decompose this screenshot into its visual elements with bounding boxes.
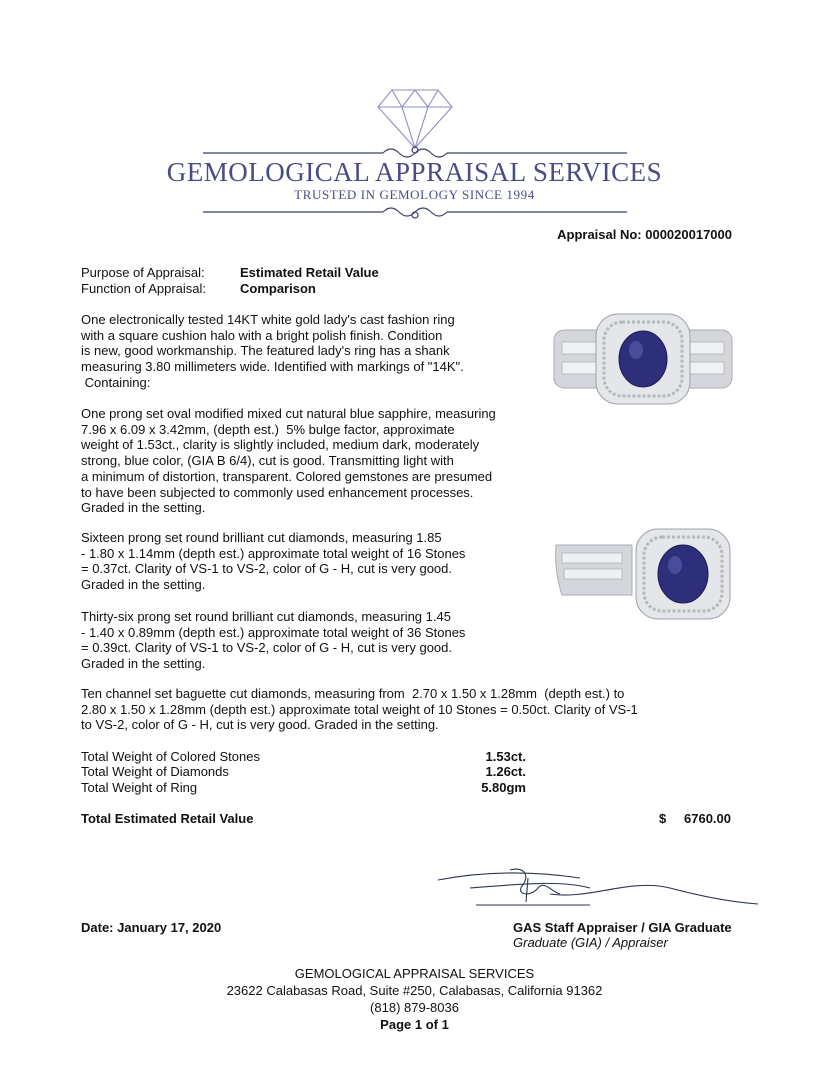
- diamonds36-line: Graded in the setting.: [81, 656, 206, 672]
- currency-symbol: $: [659, 811, 667, 826]
- baguette-line: Ten channel set baguette cut diamonds, measuring from 2.70 x 1.50 x 1.28mm (depth est.) to: [81, 686, 625, 701]
- company-tagline: TRUSTED IN GEMOLOGY SINCE 1994: [294, 187, 535, 202]
- total-ring-value: 5.80gm: [481, 780, 526, 795]
- total-ring-label: Total Weight of Ring: [81, 780, 198, 795]
- appraisal-number: Appraisal No: 000020017000: [557, 227, 732, 242]
- function-label: Function of Appraisal:: [81, 281, 207, 296]
- diamond-icon: [378, 90, 452, 148]
- ring-line: with a square cushion halo with a bright polish finish. Condition: [81, 327, 443, 343]
- diamonds36-line: = 0.39ct. Clarity of VS-1 to VS-2, color of G - H, cut is very good.: [81, 640, 453, 656]
- retail-value: 6760.00: [684, 811, 731, 826]
- page-number: Page 1 of 1: [380, 1017, 449, 1032]
- sapphire-line: One prong set oval modified mixed cut natural blue sapphire, measuring: [81, 406, 496, 421]
- total-colored-label: Total Weight of Colored Stones: [81, 749, 260, 764]
- sapphire-line: strong, blue color, (GIA B 6/4), cut is good. Transmitting light with: [81, 453, 454, 469]
- sapphire-line: 7.96 x 6.09 x 3.42mm, (depth est.) 5% bulge factor, approximate: [81, 421, 455, 437]
- total-diamonds-label: Total Weight of Diamonds: [81, 764, 229, 779]
- divider-ornament-bottom: [203, 208, 627, 218]
- baguette-line: to VS-2, color of G - H, cut is very good. Graded in the setting.: [81, 717, 439, 733]
- sapphire-line: Graded in the setting.: [81, 500, 206, 516]
- diamonds16-line: Graded in the setting.: [81, 577, 206, 593]
- appraisal-date: Date: January 17, 2020: [81, 920, 222, 935]
- diamonds16-description: [81, 530, 521, 593]
- appraiser-subtitle: Graduate (GIA) / Appraiser: [513, 935, 668, 950]
- diamonds16-line: - 1.80 x 1.14mm (depth est.) approximate total weight of 16 Stones: [81, 545, 466, 561]
- total-colored-value: 1.53ct.: [485, 749, 526, 764]
- diamonds36-line: - 1.40 x 0.89mm (depth est.) approximate total weight of 36 Stones: [81, 624, 466, 640]
- total-diamonds-value: 1.26ct.: [485, 764, 526, 779]
- purpose-value: Estimated Retail Value: [240, 265, 379, 280]
- ring-photo-angled: [552, 525, 734, 623]
- function-value: Comparison: [240, 281, 316, 296]
- company-name: GEMOLOGICAL APPRAISAL SERVICES: [166, 157, 663, 187]
- ring-line: One electronically tested 14KT white gold lady's cast fashion ring: [81, 312, 455, 327]
- sapphire-line: a minimum of distortion, transparent. Colored gemstones are presumed: [81, 468, 493, 484]
- ring-line: is new, good workmanship. The featured lady's ring has a shank: [81, 343, 450, 359]
- footer-company: GEMOLOGICAL APPRAISAL SERVICES: [294, 966, 535, 981]
- footer-phone: (818) 879-8036: [370, 1000, 459, 1015]
- ring-line: measuring 3.80 millimeters wide. Identified with markings of "14K".: [81, 359, 464, 375]
- diamonds36-description: [81, 609, 521, 672]
- sapphire-line: weight of 1.53ct., clarity is slightly included, medium dark, moderately: [81, 437, 480, 453]
- ring-photo-top: [552, 312, 734, 406]
- ring-description: [81, 312, 521, 391]
- ring-line: Containing:: [81, 374, 151, 390]
- sapphire-description: [81, 406, 521, 516]
- diamonds16-line: = 0.37ct. Clarity of VS-1 to VS-2, color of G - H, cut is very good.: [81, 561, 453, 577]
- baguette-description: [81, 686, 701, 733]
- footer-address: 23622 Calabasas Road, Suite #250, Calabasas, California 91362: [226, 983, 603, 998]
- baguette-line: 2.80 x 1.50 x 1.28mm (depth est.) approximate total weight of 10 Stones = 0.50ct. Clarity of VS-1: [81, 701, 638, 717]
- retail-value-label: Total Estimated Retail Value: [81, 811, 254, 826]
- sapphire-stone: [619, 331, 667, 387]
- diamonds16-line: Sixteen prong set round brilliant cut diamonds, measuring 1.85: [81, 530, 442, 545]
- sapphire-stone: [658, 545, 708, 603]
- purpose-label: Purpose of Appraisal:: [81, 265, 205, 280]
- diamonds36-line: Thirty-six prong set round brilliant cut diamonds, measuring 1.45: [81, 609, 451, 624]
- signature-image: [430, 858, 760, 918]
- appraiser-title: GAS Staff Appraiser / GIA Graduate: [513, 920, 732, 935]
- sapphire-line: to have been subjected to commonly used enhancement processes.: [81, 484, 474, 500]
